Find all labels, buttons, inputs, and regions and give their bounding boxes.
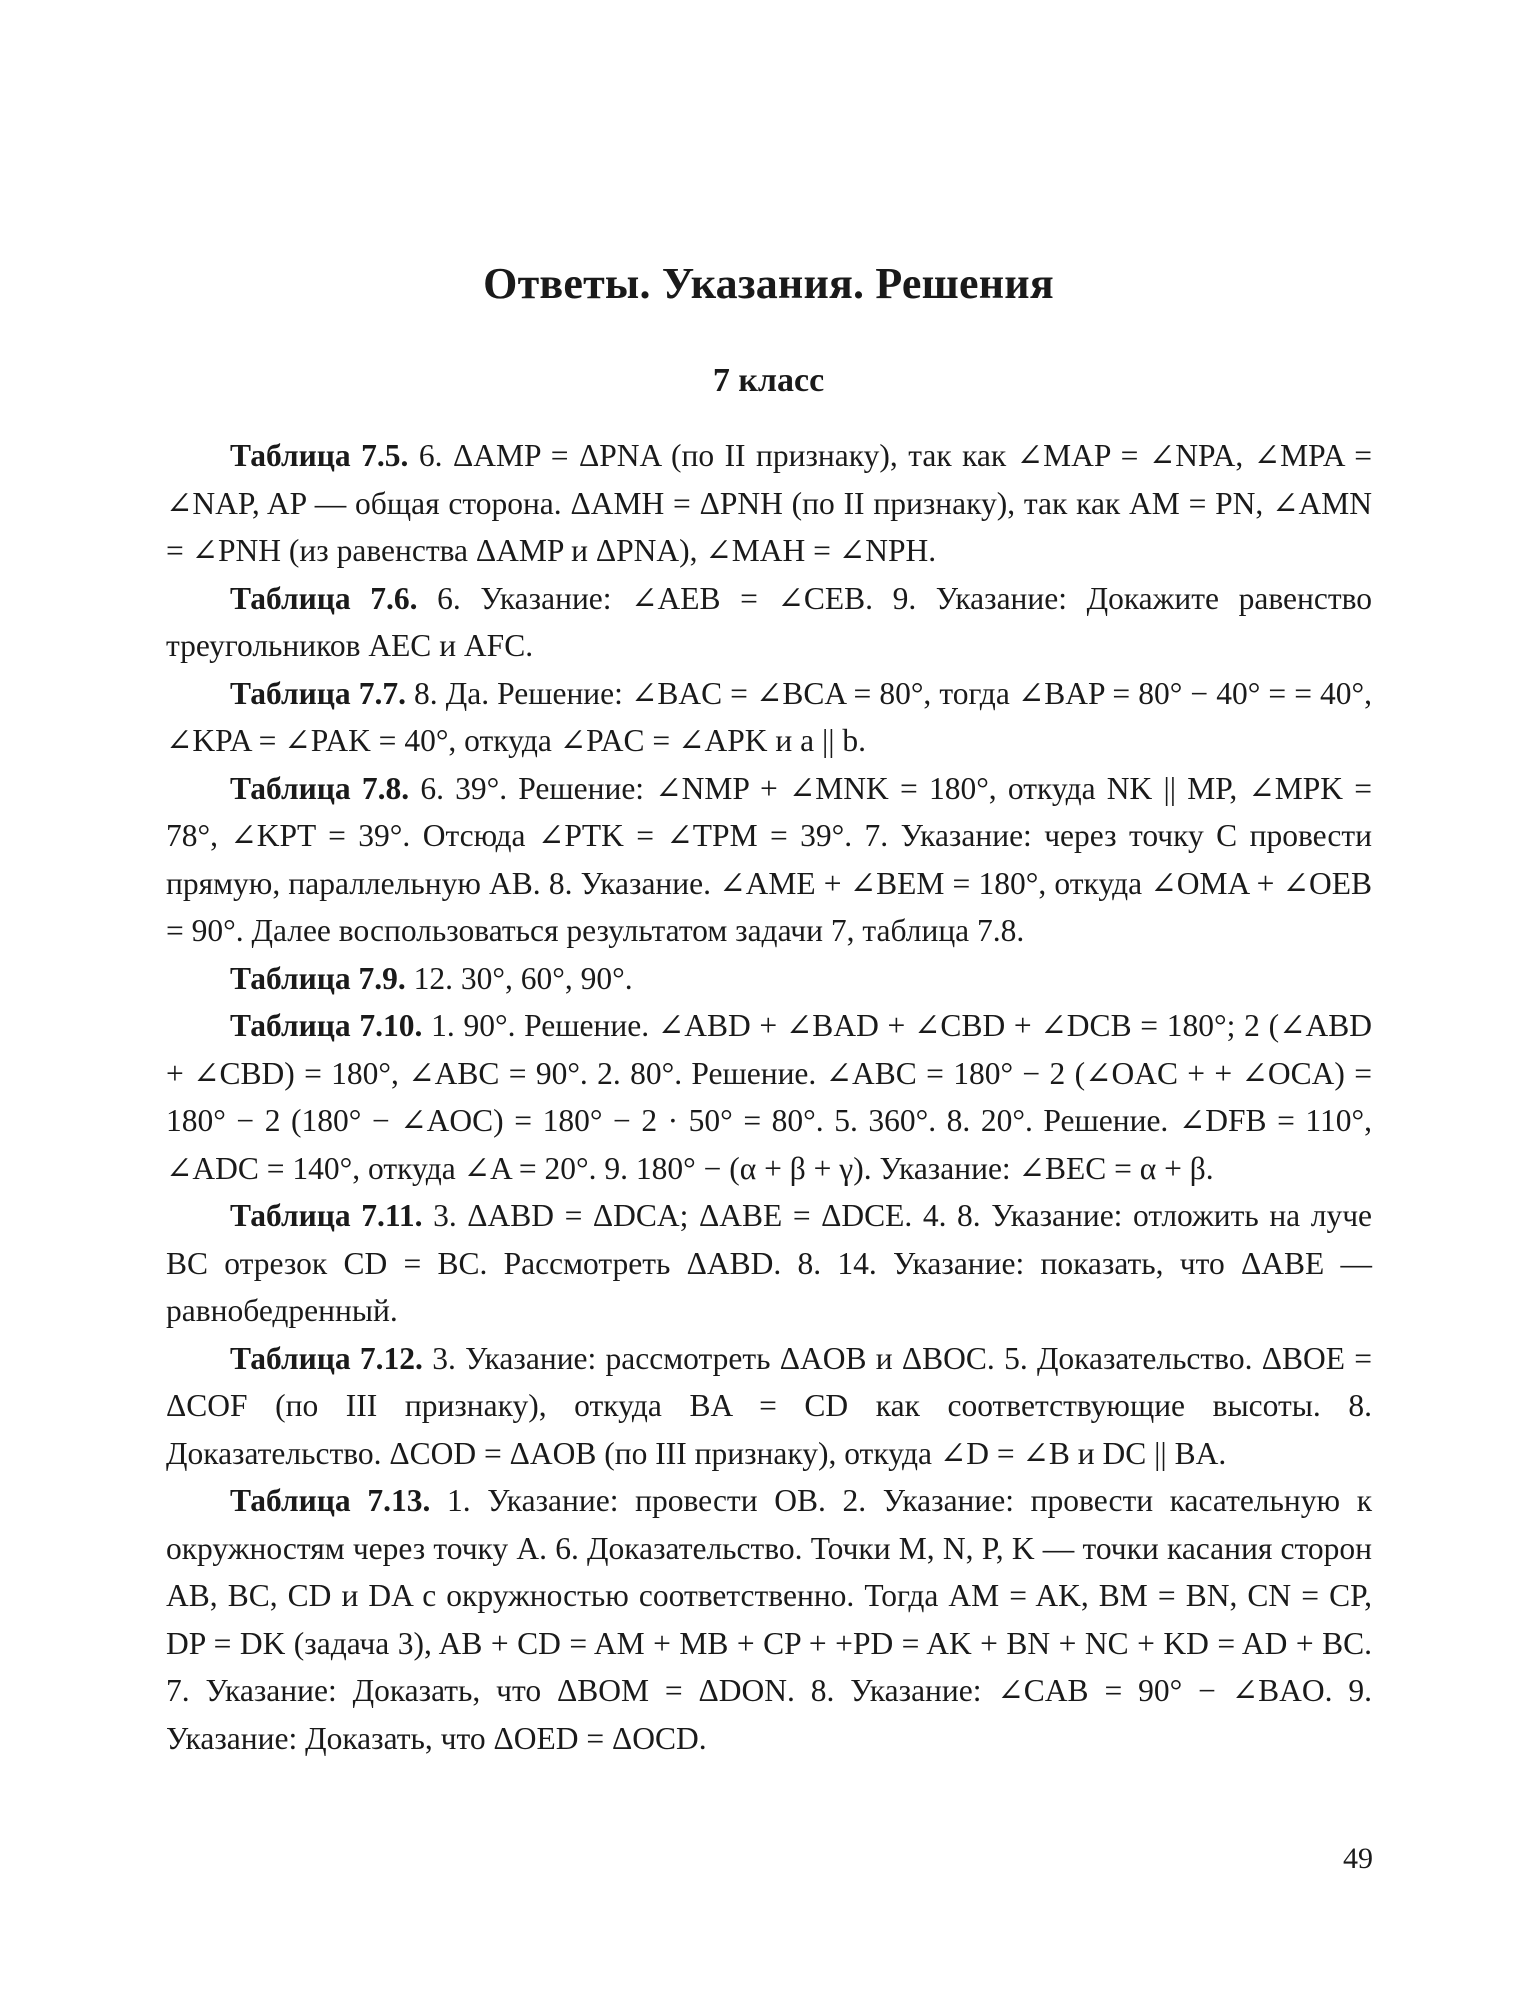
answer-paragraph-7-13: [166, 1477, 1372, 1762]
answer-text: 12. 30°, 60°, 90°.: [413, 960, 633, 996]
answer-text: 1. Указание: провести OB. 2. Указание: провести касательную к окружностям через точку A. 6. Доказательство. Точки M, N, P, K — точки касания сторон AB, BC, CD и DA с окружностью соответственно. Тогда AM = AK, BM = BN, CN = CP, DP = DK (задача 3), AB + CD = AM + MB + CP + +PD = AK + BN + NC + KD = AD + BC. 7. Указание: Доказать, что ΔBOM = ΔDON. 8. Указание: ∠CAB = 90° − ∠BAO. 9. Указание: Доказать, что ΔOED = ΔOCD.: [166, 1483, 1372, 1756]
table-label: Таблица 7.9.: [230, 960, 406, 996]
page-title: Ответы. Указания. Решения: [483, 259, 1054, 308]
table-label: Таблица 7.10.: [230, 1008, 423, 1043]
answer-paragraph-7-11: [166, 1192, 1372, 1335]
table-label: Таблица 7.6.: [230, 580, 418, 616]
table-label: Таблица 7.8.: [230, 770, 410, 806]
answer-paragraph-7-5: [166, 432, 1372, 575]
answer-text: 6. Указание: ∠AEB = ∠CEB. 9. Указание: Докажите равенство треугольников AEC и AFC.: [166, 580, 1373, 663]
answer-text: 3. Указание: рассмотреть ΔAOB и ΔBOC. 5. Доказательство. ΔBOE = ΔCOF (по III признаку), откуда BA = CD как соответствующие высоты. 8. Доказательство. ΔCOD = ΔAOB (по III признаку), откуда ∠D = ∠B и DC || BA.: [166, 1340, 1372, 1471]
answers-body: [166, 432, 1372, 1762]
answer-paragraph-7-8: [166, 765, 1372, 955]
answer-paragraph-7-12: [166, 1335, 1372, 1478]
answer-text: 8. Да. Решение: ∠BAC = ∠BCA = 80°, тогда ∠BAP = 80° − 40° = = 40°, ∠KPA = ∠PAK = 40°, откуда ∠PAC = ∠APK и a || b.: [166, 675, 1373, 758]
answer-text: 3. ΔABD = ΔDCA; ΔABE = ΔDCE. 4. 8. Указание: отложить на луче BC отрезок CD = BC. Рассмотреть ΔABD. 8. 14. Указание: показать, что ΔABE — равнобедренный.: [166, 1198, 1373, 1328]
answer-text: 1. 90°. Решение. ∠ABD + ∠BAD + ∠CBD + ∠DCB = 180°; 2 (∠ABD + ∠CBD) = 180°, ∠ABC = 90°. 2. 80°. Решение. ∠ABC = 180° − 2 (∠OAC + + ∠OCA) = 180° − 2 (180° − ∠AOC) = 180° − 2 · 50° = 80°. 5. 360°. 8. 20°. Решение. ∠DFB = 110°, ∠ADC = 140°, откуда ∠A = 20°. 9. 180° − (α + β + γ). Указание: ∠BEC = α + β.: [166, 1008, 1372, 1186]
table-label: Таблица 7.13.: [230, 1483, 431, 1518]
table-label: Таблица 7.12.: [230, 1340, 423, 1376]
answer-paragraph-7-10: [166, 1002, 1372, 1192]
answer-paragraph-7-6: [166, 575, 1372, 670]
answer-paragraph-7-7: [166, 670, 1372, 765]
table-label: Таблица 7.7.: [230, 675, 406, 711]
table-label: Таблица 7.11.: [230, 1198, 423, 1233]
section-subtitle: 7 класс: [712, 362, 825, 399]
answer-paragraph-7-9: [166, 955, 1372, 1003]
answer-text: 6. 39°. Решение: ∠NMP + ∠MNK = 180°, откуда NK || MP, ∠MPK = 78°, ∠KPT = 39°. Отсюда ∠PTK = ∠TPM = 39°. 7. Указание: через точку C провести прямую, параллельную AB. 8. Указание. ∠AME + ∠BEM = 180°, откуда ∠OMA + ∠OEB = 90°. Далее воспользоваться результатом задачи 7, таблица 7.8.: [166, 770, 1373, 948]
page-number: 49: [1343, 1842, 1373, 1875]
table-label: Таблица 7.5.: [230, 438, 409, 473]
answer-text: 6. ΔAMP = ΔPNA (по II признаку), так как ∠MAP = ∠NPA, ∠MPA = ∠NAP, AP — общая сторона. ΔAMH = ΔPNH (по II признаку), так как AM = PN, ∠AMN = ∠PNH (из равенства ΔAMP и ΔPNA), ∠MAH = ∠NPH.: [166, 438, 1373, 568]
